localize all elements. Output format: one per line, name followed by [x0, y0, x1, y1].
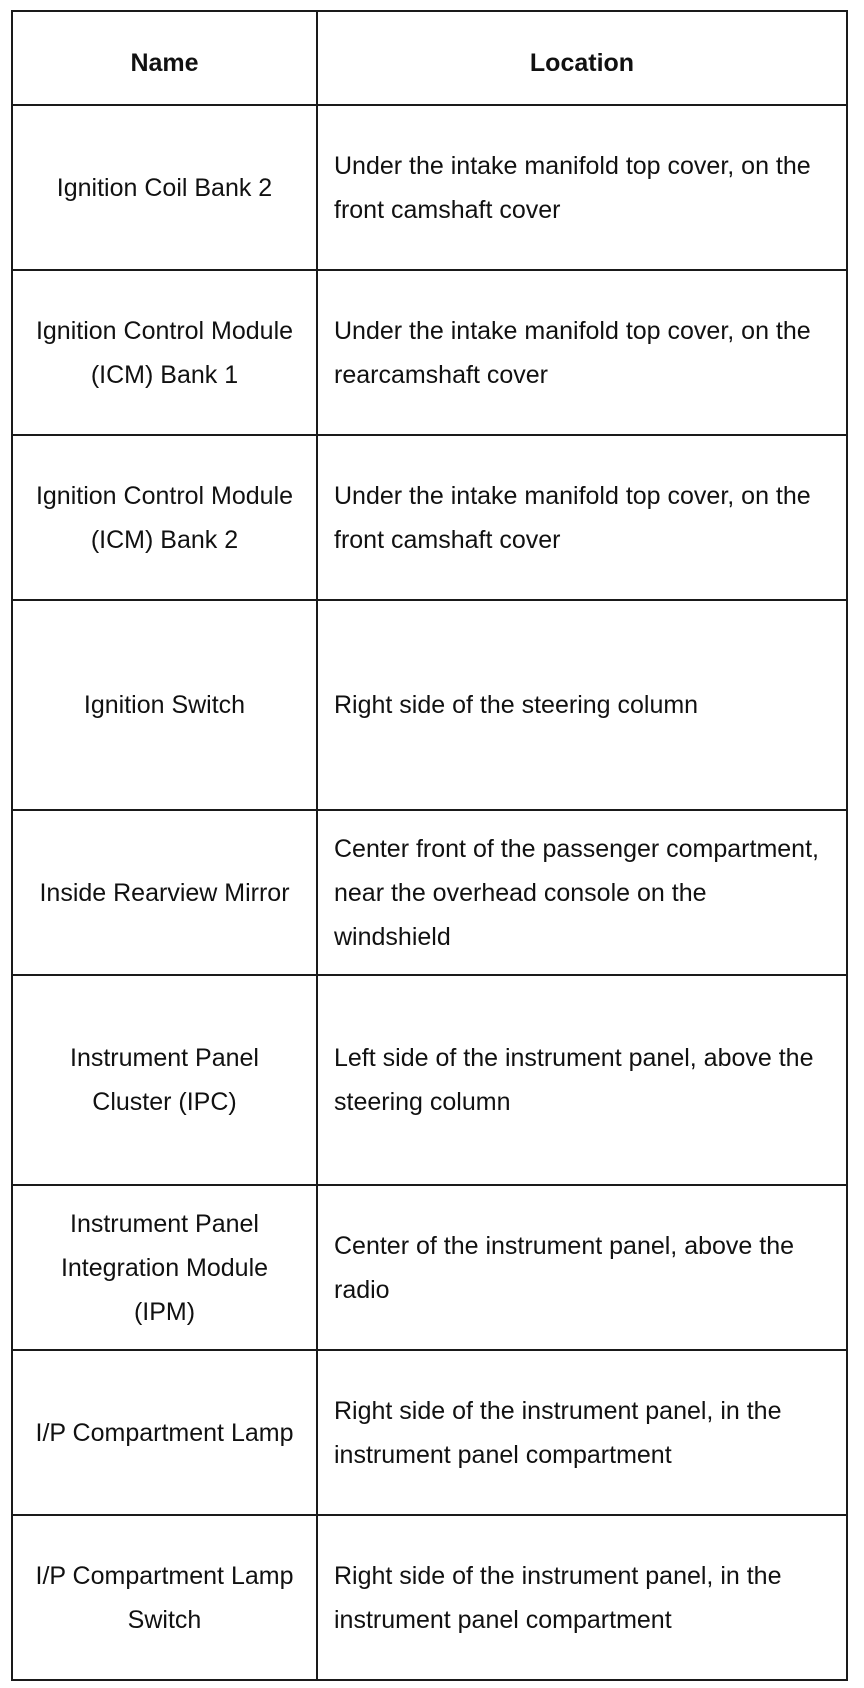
component-location-table	[11, 10, 848, 1681]
location-cell: Right side of the instrument panel, in the instrument panel compartment	[317, 1350, 847, 1515]
table-body	[12, 105, 847, 1680]
column-header-location: Location	[317, 11, 847, 105]
location-cell: Center front of the passenger compartment, near the overhead console on the windshield	[317, 810, 847, 975]
location-cell: Right side of the instrument panel, in the instrument panel compartment	[317, 1515, 847, 1680]
table-row	[12, 600, 847, 810]
table-header	[12, 11, 847, 105]
table-row	[12, 1515, 847, 1680]
name-cell: Ignition Control Module (ICM) Bank 2	[12, 435, 317, 600]
name-cell: Inside Rearview Mirror	[12, 810, 317, 975]
component-location-table-container	[11, 10, 846, 1681]
table-row	[12, 810, 847, 975]
table-row	[12, 270, 847, 435]
column-header-name: Name	[12, 11, 317, 105]
table-row	[12, 435, 847, 600]
location-cell: Under the intake manifold top cover, on the front camshaft cover	[317, 435, 847, 600]
name-cell: Ignition Coil Bank 2	[12, 105, 317, 270]
name-cell: Ignition Control Module (ICM) Bank 1	[12, 270, 317, 435]
location-cell: Center of the instrument panel, above the radio	[317, 1185, 847, 1350]
table-row	[12, 1185, 847, 1350]
name-cell: Ignition Switch	[12, 600, 317, 810]
name-cell: I/P Compartment Lamp Switch	[12, 1515, 317, 1680]
name-cell: Instrument Panel Integration Module (IPM)	[12, 1185, 317, 1350]
location-cell: Left side of the instrument panel, above the steering column	[317, 975, 847, 1185]
location-cell: Under the intake manifold top cover, on the front camshaft cover	[317, 105, 847, 270]
location-cell: Right side of the steering column	[317, 600, 847, 810]
table-row	[12, 105, 847, 270]
table-row	[12, 1350, 847, 1515]
header-row	[12, 11, 847, 105]
name-cell: I/P Compartment Lamp	[12, 1350, 317, 1515]
table-row	[12, 975, 847, 1185]
location-cell: Under the intake manifold top cover, on the rearcamshaft cover	[317, 270, 847, 435]
name-cell: Instrument Panel Cluster (IPC)	[12, 975, 317, 1185]
